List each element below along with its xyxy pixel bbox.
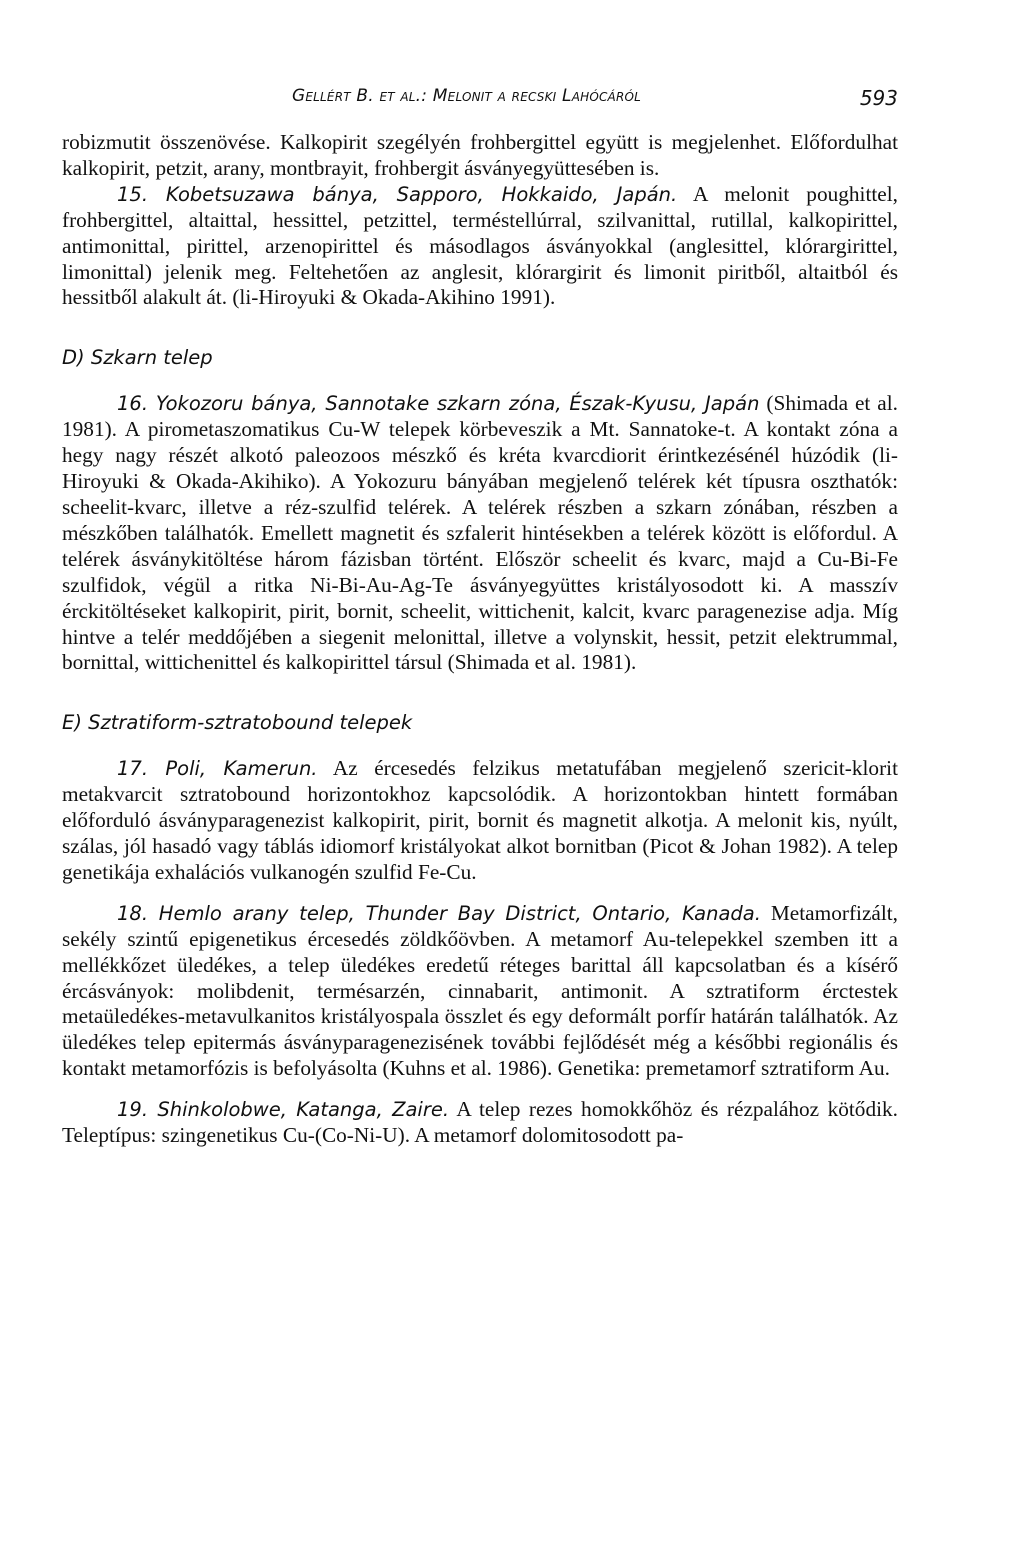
paragraph-gap: [62, 1082, 898, 1097]
entry-15-text: A melonit poughittel, frohbergittel, altaittal, hessittel, petzittel, terméstellúrral, szilvanittal, rutillal, kalkopirittel, antimonittal, pirittel, arzenopirittel és másodlagos ásványokkal (anglesittel, klórargirittel, limonittal) jelenik meg. Feltehetően az anglesit, klórargirit és limonit piritből, altaitból és hessitből alakult át. (li-Hiroyuki & Okada-Akihino 1991).: [62, 181, 898, 310]
entry-19-title: 19. Shinkolobwe, Katanga, Zaire.: [117, 1098, 450, 1122]
page-header: [62, 86, 898, 120]
entry-19-text: A telep rezes homokkőhöz és rézpalához kötődik. Teleptípus: szingenetikus Cu-(Co-Ni-U). A metamorf dolomitosodott pa-: [62, 1097, 898, 1148]
entry-16-title: 16. Yokozoru bánya, Sannotake szkarn zóna, Észak-Kyusu, Japán: [117, 392, 760, 416]
entry-17-text: Az ércesedés felzikus metatufában megjelenő szericit-klorit metakvarcit sztratobound horizontokhoz kapcsolódik. A horizontokban hintett formában előforduló ásványparagenezist kalkopirit, pirit, bornit és magnetit alkotja. A melonit kis, nyúlt, szálas, jól hasadó vagy táblás idiomorf kristályokat alkot bornitban (Picot & Johan 1982). A telep genetikája exhalációs vulkanogén szulfid Fe-Cu.: [62, 756, 898, 884]
page-number: 593: [859, 86, 898, 110]
entry-16-text: (Shimada et al. 1981). A pirometaszomatikus Cu-W telepek körbeveszik a Mt. Sannatoke-t. A kontakt zóna a hegy nagy részét alkotó paleozoos mészkő és kréta kvarcdiorit érintkezésénél húzódik (li-Hiroyuki & Okada-Akihiko). A Yokozuru bányában megjelenő telérek két típusra oszthatók: scheelit-kvarc, illetve a réz-szulfid telérek. A telérek részben a szkarn zónában, részben a mészkőben találhatók. Emellett magnetit és szfalerit hintésekben a telérek között is előfordul. A telérek ásványkitöltése három fázisban történt. Először scheelit és kvarc, majd a Cu-Bi-Fe szulfidok, végül a ritka Ni-Bi-Au-Ag-Te ásványegyüttes kristályosodott ki. A masszív érckitöltéseket kalkopirit, pirit, bornit, scheelit, wittichenit, kalcit, kvarc paragenezise adja. Míg hintve a telér meddőjében a siegenit melonittal, illetve a volynskit, hessit, petzit elektrummal, bornittal, wittichenittel és kalkopirittel társul (Shimada et al. 1981).: [62, 391, 898, 675]
body-text: [62, 130, 898, 1149]
paragraph-gap: [62, 886, 898, 901]
journal-page: [62, 86, 898, 1149]
entry-18: [62, 901, 898, 1082]
entry-15: [62, 182, 898, 312]
entry-18-text: Metamorfizált, sekély szintű epigenetikus ércesedés zöldkőövben. A metamorf Au-telepekkel szemben itt a mellékkőzet üledékes, a telep üledékes eredetű réteges barittal áll kapcsolatban és a kísérő ércásványok: molibdenit, termésarzén, cinnabarit, antimonit. A sztratiform érctestek metaüledékes-metavulkanitos kristályospala összlet és egy deformált porfír határán találhatók. Az üledékes telep epitermás ásványparagenezisének további fejlődését még a későbbi regionális és kontakt metamorfózis is befolyásolta (Kuhns et al. 1986). Genetika: premetamorf sztratiform Au.: [62, 900, 899, 1081]
entry-17-title: 17. Poli, Kamerun.: [117, 757, 318, 781]
entry-16: [62, 391, 898, 676]
entry-18-title: 18. Hemlo arany telep, Thunder Bay District, Ontario, Kanada.: [117, 901, 761, 925]
entry-19: [62, 1097, 898, 1149]
running-head: Gellért B. et al.: Melonit a recski Lahócáról: [292, 86, 642, 106]
entry-17: [62, 756, 898, 886]
section-heading-e: E) Sztratiform-sztratobound telepek: [62, 711, 413, 735]
entry-15-title: 15. Kobetsuzawa bánya, Sapporo, Hokkaido, Japán.: [117, 182, 678, 206]
intro-paragraph: robizmutit összenövése. Kalkopirit szegélyén frohbergittel együtt is megjelenhet. Előfordulhat kalkopirit, petzit, arany, montbrayit, frohbergit ásványegyüttesében is.: [62, 130, 898, 180]
section-heading-d: D) Szkarn telep: [62, 346, 213, 370]
